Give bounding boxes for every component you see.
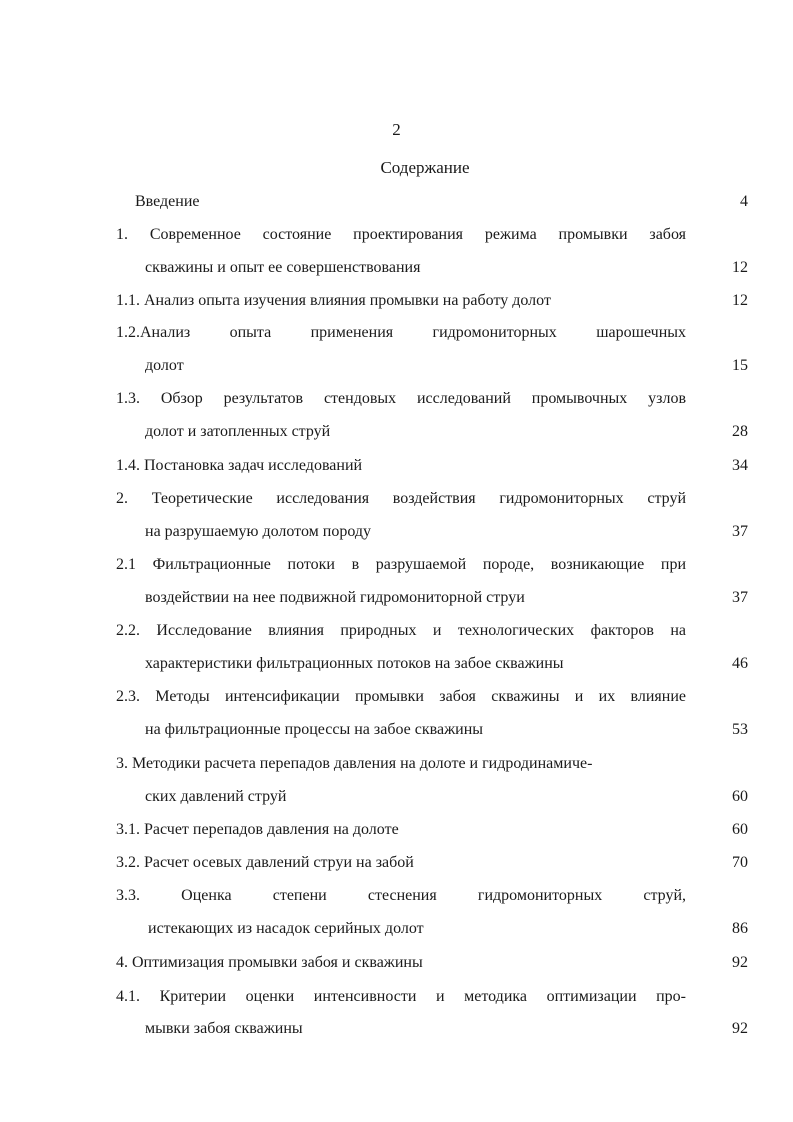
- toc-entry-3-cont: ских давлений струй: [145, 788, 287, 805]
- toc-entry-2: 2. Теоретические исследования воздействия гидромониторных струй: [116, 490, 686, 507]
- toc-entry-1-cont: скважины и опыт ее совершенствования: [145, 259, 421, 276]
- toc-page-3-1: 60: [732, 821, 748, 838]
- toc-entry-3-3-cont: истекающих из насадок серийных долот: [148, 920, 424, 937]
- toc-entry-2-1: 2.1 Фильтрационные потоки в разрушаемой породе, возникающие при: [116, 556, 686, 573]
- toc-heading: Содержание: [380, 158, 470, 177]
- toc-entry-1-4: 1.4. Постановка задач исследований: [116, 457, 363, 474]
- toc-page-2-2: 46: [732, 655, 748, 672]
- toc-page-1-3: 28: [732, 423, 748, 440]
- toc-entry-3-3: 3.3. Оценка степени стеснения гидромониторных струй,: [116, 887, 686, 904]
- toc-page-3: 60: [732, 788, 748, 805]
- toc-entry-1: 1. Современное состояние проектирования режима промывки забоя: [116, 226, 686, 243]
- toc-entry-3: 3. Методики расчета перепадов давления на долоте и гидродинамиче-: [116, 755, 593, 772]
- toc-entry-1-3: 1.3. Обзор результатов стендовых исследований промывочных узлов: [116, 390, 686, 407]
- toc-page-4: 92: [732, 954, 748, 971]
- toc-entry-2-2: 2.2. Исследование влияния природных и технологических факторов на: [116, 622, 686, 639]
- toc-entry-2-3: 2.3. Методы интенсификации промывки забоя скважины и их влияние: [116, 688, 686, 705]
- toc-entry-2-cont: на разрушаемую долотом породу: [145, 523, 372, 540]
- toc-entry-1-1: 1.1. Анализ опыта изучения влияния промывки на работу долот: [116, 292, 551, 309]
- toc-page-intro: 4: [740, 193, 748, 210]
- toc-page-3-2: 70: [732, 854, 748, 871]
- toc-entry-1-2-cont: долот: [145, 357, 184, 374]
- toc-entry-3-2: 3.2. Расчет осевых давлений струи на забой: [116, 854, 414, 871]
- toc-page-1-4: 34: [732, 457, 748, 474]
- toc-entry-4-1-cont: мывки забоя скважины: [145, 1020, 303, 1037]
- toc-entry-2-1-cont: воздействии на нее подвижной гидромониторной струи: [145, 589, 525, 606]
- toc-page-1-1: 12: [732, 292, 748, 309]
- toc-entry-4: 4. Оптимизация промывки забоя и скважины: [116, 954, 423, 971]
- toc-page-2-3: 53: [732, 721, 748, 738]
- toc-page-4-1: 92: [732, 1020, 748, 1037]
- page-number: 2: [392, 120, 401, 139]
- toc-entry-4-1: 4.1. Критерии оценки интенсивности и методика оптимизации про-: [116, 988, 686, 1005]
- toc-page-2: 37: [732, 523, 748, 540]
- toc-page-2-1: 37: [732, 589, 748, 606]
- toc-page-3-3: 86: [732, 920, 748, 937]
- toc-entry-2-3-cont: на фильтрационные процессы на забое скважины: [145, 721, 484, 738]
- toc-page-1: 12: [732, 259, 748, 276]
- toc-entry-intro: Введение: [135, 193, 200, 210]
- toc-entry-1-2: 1.2.Анализ опыта применения гидромониторных шарошечных: [116, 324, 686, 341]
- toc-entry-2-2-cont: характеристики фильтрационных потоков на забое скважины: [145, 655, 564, 672]
- toc-entry-1-3-cont: долот и затопленных струй: [145, 423, 331, 440]
- toc-page-1-2: 15: [732, 357, 748, 374]
- toc-entry-3-1: 3.1. Расчет перепадов давления на долоте: [116, 821, 399, 838]
